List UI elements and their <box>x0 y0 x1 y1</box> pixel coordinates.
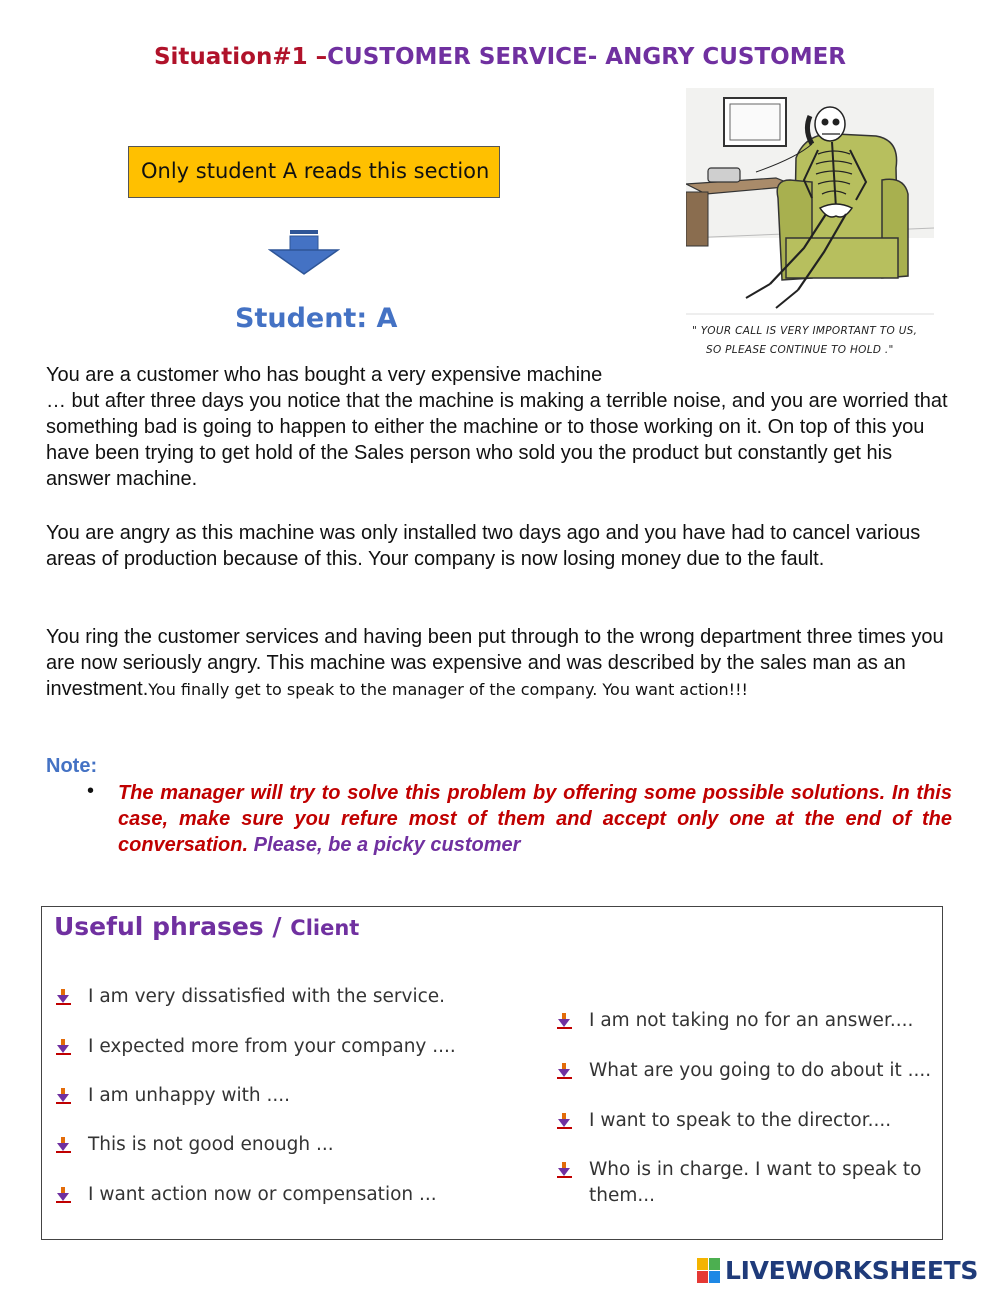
skeleton-on-hold-illustration <box>686 88 934 320</box>
phrase-text: Who is in charge. I want to speak to them... <box>589 1159 922 1206</box>
phrase-item <box>56 1083 476 1109</box>
phrase-item <box>557 1108 932 1134</box>
student-heading: Student: A <box>235 303 398 334</box>
arrow-bullet-icon <box>56 1088 78 1104</box>
arrow-bullet-icon <box>557 1013 579 1029</box>
phrase-text: I want action now or compensation ... <box>88 1184 437 1205</box>
phrase-item <box>56 1182 476 1208</box>
arrow-bullet-icon <box>557 1113 579 1129</box>
useful-phrases-label: Useful phrases <box>54 912 264 941</box>
phrase-item <box>557 1008 932 1034</box>
title-situation: Situation#1 – <box>153 44 328 70</box>
logo-blocks-icon <box>697 1258 721 1284</box>
phrase-text: I am not taking no for an answer.... <box>589 1010 914 1031</box>
caption-line-2: SO PLEASE CONTINUE TO HOLD ." <box>706 344 894 356</box>
instruction-box: Only student A reads this section <box>128 146 500 198</box>
phrase-item <box>56 984 476 1010</box>
phrase-item <box>557 1157 932 1211</box>
arrow-bullet-icon <box>557 1162 579 1178</box>
useful-phrases-title <box>54 912 359 941</box>
useful-phrases-separator: / <box>272 912 282 941</box>
note-bullet: • <box>87 780 95 802</box>
down-arrow-icon <box>268 230 340 276</box>
arrow-bullet-icon <box>56 1039 78 1055</box>
phrase-text: This is not good enough ... <box>88 1134 334 1155</box>
arrow-bullet-icon <box>56 1187 78 1203</box>
phrase-text: I am very dissatisfied with the service. <box>88 986 446 1007</box>
phrase-item <box>56 1034 476 1060</box>
note-text-purple: Please, be a picky customer <box>253 834 521 856</box>
caption-line-1: " YOUR CALL IS VERY IMPORTANT TO US, <box>692 325 918 337</box>
phrase-item <box>557 1058 932 1084</box>
page-title <box>0 44 1000 70</box>
phrase-text: I want to speak to the director.... <box>589 1110 892 1131</box>
logo-text: LIVEWORKSHEETS <box>725 1256 979 1285</box>
useful-phrases-subtitle: Client <box>290 916 360 940</box>
cartoon-caption <box>682 322 934 360</box>
arrow-bullet-icon <box>56 989 78 1005</box>
paragraph-1 <box>46 362 952 492</box>
paragraph-3 <box>46 624 952 703</box>
paragraph-2: You are angry as this machine was only installed two days ago and you have had to cancel various areas of production because of this. Your company is now losing money due to the fault. <box>46 522 921 570</box>
note-text-red: The manager will try to solve this problem by offering some possible solutions. In this case, make sure you refure most of them and accept only one at the end of the conversation. <box>118 782 952 856</box>
arrow-bullet-icon <box>56 1137 78 1153</box>
phrase-text: I expected more from your company .... <box>88 1036 456 1057</box>
paragraph-3-main: You ring the customer services and having been put through to the wrong department three times you are now seriously angry. This machine was expensive and was described by the sales man as an investment. <box>46 626 944 700</box>
note-label: Note: <box>46 755 98 777</box>
phrase-item <box>56 1132 476 1158</box>
phrase-text: I am unhappy with .... <box>88 1085 291 1106</box>
note-text <box>118 780 952 858</box>
paragraph-3-small: You finally get to speak to the manager of the company. You want action!!! <box>148 680 748 699</box>
title-topic: CUSTOMER SERVICE- ANGRY CUSTOMER <box>327 44 847 70</box>
phrase-text: What are you going to do about it .... <box>589 1060 932 1081</box>
paragraph-1-line-1: You are a customer who has bought a very expensive machine <box>46 364 603 386</box>
paragraph-1-rest: … but after three days you notice that the machine is making a terrible noise, and you are worried that something bad is going to happen to either the machine or to those working on it. On top of this you have been trying to get hold of the Sales person who sold you the product but constantly get his answer machine. <box>46 390 948 490</box>
liveworksheets-logo <box>697 1255 997 1287</box>
arrow-bullet-icon <box>557 1063 579 1079</box>
